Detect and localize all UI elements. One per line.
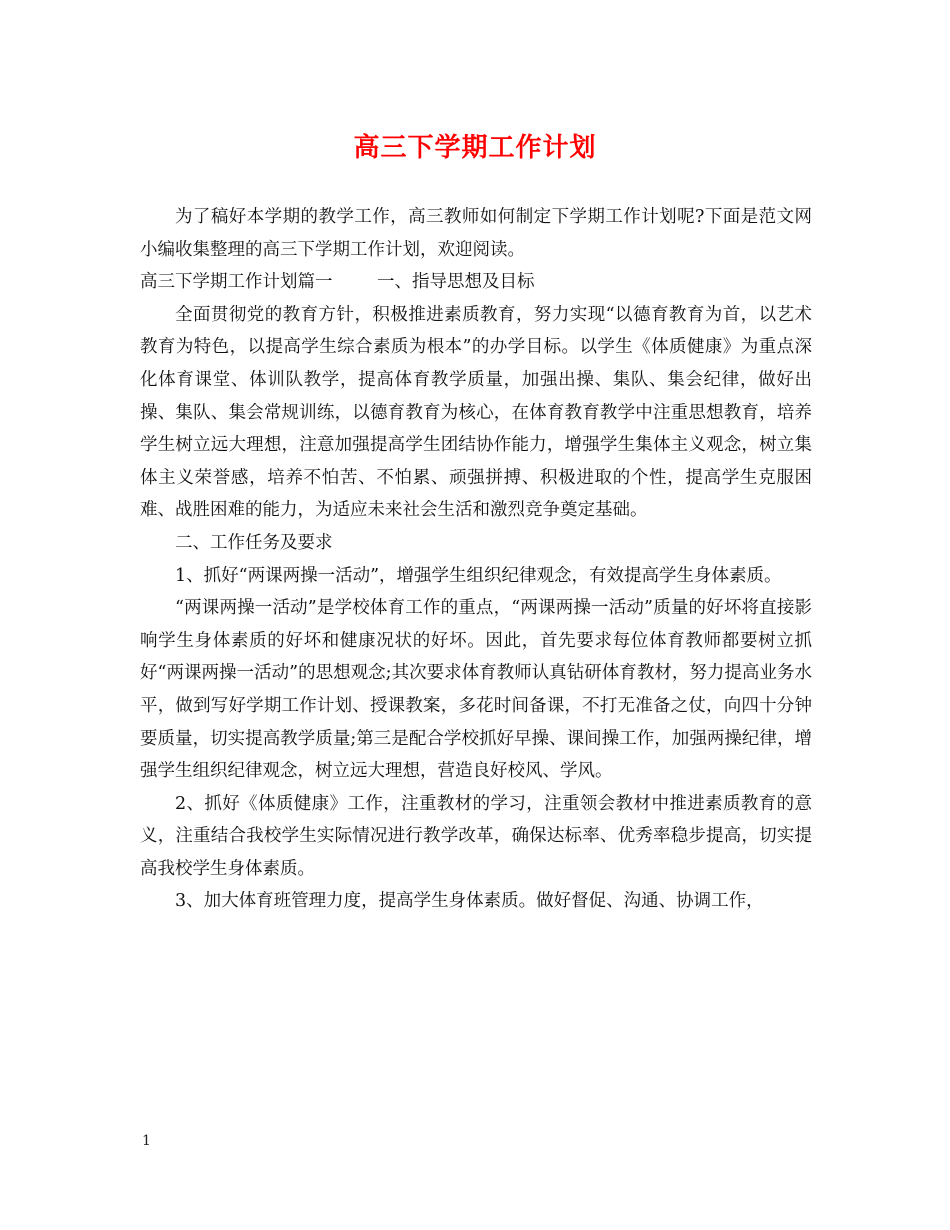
task-3-paragraph: 3、加大体育班管理力度，提高学生身体素质。做好督促、沟通、协调工作， [175,891,764,912]
task-1-paragraph: 1、抓好“两课两操一活动”，增强学生组织纪律观念，有效提高学生身体素质。 [175,565,782,586]
intro-paragraph: 为了稿好本学期的教学工作，高三教师如何制定下学期工作计划呢?下面是范文网小编收集整理的高三下学期工作计划，欢迎阅读。 [140,207,812,260]
guiding-principles-paragraph: 全面贯彻党的教育方针，积极推进素质教育，努力实现“以德育教育为首，以艺术教育为特色，以提高学生综合素质为根本”的办学目标。以学生《体质健康》为重点深化体育课堂、体训队教学，提高体育教学质量，加强出操、集队、集会纪律，做好出操、集队、集会常规训练，以德育教育为核心，在体育教育教学中注重思想教育，培养学生树立远大理想，注意加强提高学生团结协作能力，增强学生集体主义观念，树立集体主义荣誉感，培养不怕苦、不怕累、顽强拼搏、积极进取的个性，提高学生克服困难、战胜困难的能力，为适应未来社会生活和激烈竞争奠定基础。 [140,304,812,521]
section-heading-line [140,266,812,299]
document-body [140,201,812,918]
page-title: 高三下学期工作计划 [353,133,597,163]
tasks-heading: 二、工作任务及要求 [175,532,333,553]
page-number: 1 [142,1133,151,1149]
section-part-label: 高三下学期工作计划篇一 [140,272,333,293]
section-heading: 一、指导思想及目标 [377,272,535,293]
task-1-detail-paragraph: “两课两操一活动”是学校体育工作的重点，“两课两操一活动”质量的好坏将直接影响学生身体素质的好坏和健康况状的好坏。因此，首先要求每位体育教师都要树立抓好“两课两操一活动”的思想观念;其次要求体育教师认真钻研体育教材，努力提高业务水平，做到写好学期工作计划、授课教案，多花时间备课，不打无准备之仗，向四十分钟要质量，切实提高教学质量;第三是配合学校抓好早操、课间操工作，加强两操纪律，增强学生组织纪律观念，树立远大理想，营造良好校风、学风。 [140,598,812,782]
task-2-paragraph: 2、抓好《体质健康》工作，注重教材的学习，注重领会教材中推进素质教育的意义，注重结合我校学生实际情况进行教学改革，确保达标率、优秀率稳步提高，切实提高我校学生身体素质。 [140,793,812,879]
